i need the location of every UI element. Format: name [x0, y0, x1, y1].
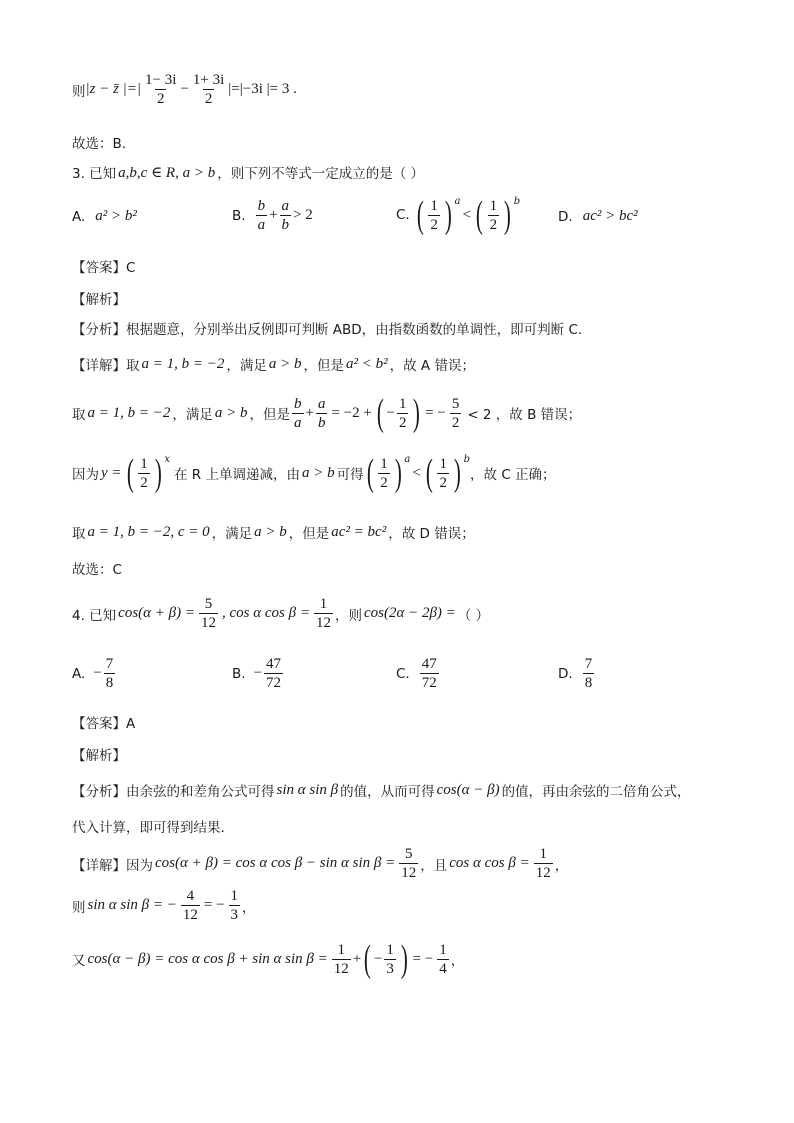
analysis-summary-cont: 代入计算，即可得到结果. — [72, 820, 225, 836]
den: 2 — [204, 91, 213, 107]
math: a² < b² — [346, 355, 388, 372]
math: + — [269, 207, 278, 223]
text: 因为 — [72, 467, 99, 483]
answer-tag: 【答案】A — [72, 716, 136, 732]
math: a² > b² — [95, 208, 137, 224]
den: 12 — [535, 865, 551, 881]
math: cos(2α − 2β) = — [363, 605, 456, 621]
fraction — [488, 198, 500, 233]
math: a = 1, b = −2, c = 0 — [87, 523, 210, 540]
math: a,b,c ∈ R, a > b — [118, 164, 216, 181]
math: − — [180, 81, 189, 97]
num: 1 — [439, 455, 447, 472]
math: < — [462, 206, 471, 223]
exponent: b — [463, 454, 471, 465]
q4-option-b — [232, 656, 285, 691]
math: a > b — [268, 355, 302, 372]
text: ，故 A 错误； — [389, 358, 475, 374]
num: b — [257, 198, 266, 214]
math: y = — [101, 464, 122, 481]
fraction — [104, 656, 116, 691]
den: 2 — [430, 216, 438, 233]
math: = − — [412, 950, 434, 967]
text: 【分析】由余弦的和差角公式可得 — [72, 784, 275, 800]
option-label: A. — [72, 208, 86, 225]
den: a — [294, 414, 302, 431]
fraction — [397, 396, 409, 431]
math: < — [412, 464, 421, 481]
detail-4-line-a — [72, 846, 568, 881]
den: 3 — [386, 960, 394, 977]
answer-choice-line: 故选：B. — [72, 136, 127, 152]
den: 12 — [201, 615, 216, 631]
math: , cos α cos β = — [222, 605, 310, 621]
num: 1 — [140, 455, 148, 472]
text: ， — [242, 899, 256, 916]
fraction — [332, 942, 351, 977]
exponent: a — [454, 196, 461, 207]
math: a > b — [214, 404, 248, 421]
text: 的值，从而可得 — [340, 784, 435, 800]
fraction — [316, 396, 328, 431]
num: 7 — [105, 656, 114, 672]
answer-tag: 【答案】C — [72, 260, 136, 276]
paren: ) — [503, 194, 511, 236]
den: b — [281, 217, 290, 233]
analysis-summary — [72, 780, 691, 800]
den: 8 — [584, 675, 593, 691]
math: sin α sin β — [276, 781, 339, 798]
minus: − — [386, 404, 395, 421]
fraction — [264, 656, 283, 691]
question-4 — [72, 596, 489, 631]
math: − — [253, 665, 263, 681]
math: a = 1, b = −2 — [87, 404, 171, 421]
paren: ) — [400, 938, 408, 980]
text: ， — [450, 953, 465, 969]
text: 【详解】取 — [72, 358, 140, 374]
paren: ) — [444, 194, 452, 236]
den: 2 — [140, 474, 148, 491]
den: 2 — [451, 414, 460, 431]
num: 4 — [186, 888, 195, 904]
text: ，满足 — [226, 358, 267, 374]
option-label: D. — [558, 665, 573, 682]
den: 12 — [182, 907, 198, 923]
den: 4 — [439, 960, 447, 977]
fraction — [292, 396, 304, 431]
text: 则 — [72, 83, 86, 100]
detail-line-b — [72, 394, 581, 432]
detail-line-c — [72, 454, 556, 492]
math: cos α cos β = — [449, 855, 530, 871]
fraction — [199, 596, 218, 631]
text: 【详解】因为 — [72, 857, 153, 874]
num: 1 — [319, 596, 328, 612]
math: = −2 + — [331, 404, 372, 421]
math: cos(α − β) = cos α cos β + sin α sin β = — [87, 950, 328, 967]
analysis-tag: 【解析】 — [72, 292, 126, 308]
text: ，满足 — [211, 526, 253, 542]
math: a > b — [254, 523, 287, 540]
fraction — [378, 456, 390, 491]
q4-option-d — [558, 656, 596, 691]
q3-option-d — [558, 208, 638, 225]
text: 可得 — [336, 467, 364, 483]
paren: ( — [376, 392, 384, 434]
den: 12 — [333, 960, 349, 977]
fraction — [138, 456, 150, 491]
text: 取 — [72, 526, 86, 542]
math: + — [305, 404, 314, 421]
detail-line-a — [72, 354, 475, 374]
option-label: D. — [558, 208, 573, 225]
num: 1 — [337, 941, 346, 958]
math: ac² > bc² — [582, 208, 638, 224]
num: 47 — [421, 656, 437, 672]
num: 5 — [405, 846, 413, 862]
num: 47 — [266, 656, 282, 672]
text: ，但是 — [288, 526, 330, 542]
fraction — [191, 72, 226, 107]
num: 1+ 3i — [192, 72, 225, 88]
math: − — [93, 665, 102, 681]
q3-option-c — [396, 196, 520, 234]
den: 2 — [398, 414, 407, 431]
text: ，且 — [420, 857, 448, 874]
math: > 2 — [293, 207, 313, 223]
fraction — [280, 198, 292, 233]
num: 1 — [230, 888, 239, 904]
paren: ( — [366, 452, 374, 494]
fraction — [450, 396, 462, 431]
paren: ( — [425, 452, 433, 494]
text: ，则下列不等式一定成立的是（ ） — [217, 166, 425, 182]
exponent: a — [404, 454, 411, 465]
num: 7 — [584, 656, 593, 672]
math: cos(α − β) — [436, 781, 500, 798]
math: ac² = bc² — [331, 523, 387, 540]
minus: − — [373, 950, 383, 967]
paren: ( — [475, 194, 483, 236]
den: 2 — [489, 216, 498, 233]
math: |z − z̄ |=| — [85, 81, 142, 97]
text: ，故 D 错误； — [388, 526, 475, 542]
detail-4-line-c — [72, 940, 464, 978]
q4-option-a — [72, 656, 117, 691]
fraction — [143, 72, 178, 107]
num: 5 — [451, 395, 460, 412]
text: ，但是 — [249, 407, 290, 423]
den: 8 — [105, 675, 114, 691]
fraction — [256, 198, 268, 233]
paren: ( — [126, 452, 134, 494]
num: 5 — [204, 596, 213, 612]
text: ，则 — [334, 607, 362, 624]
paren: ( — [416, 194, 424, 236]
math: cos(α + β) = cos α cos β − sin α sin β = — [155, 855, 396, 871]
text: 又 — [72, 953, 86, 969]
num: a — [317, 395, 326, 412]
fraction — [428, 198, 440, 233]
math: sin α sin β = − — [87, 897, 177, 913]
analysis-tag: 【解析】 — [72, 748, 126, 764]
paren: ( — [364, 938, 372, 980]
den: 2 — [156, 91, 165, 107]
den: 12 — [315, 615, 331, 631]
option-label: C. — [396, 207, 410, 223]
fraction — [534, 846, 553, 881]
q4-option-c — [396, 656, 441, 691]
den: 12 — [401, 865, 417, 881]
fraction — [384, 942, 396, 977]
option-label: B. — [232, 665, 246, 682]
option-label: C. — [396, 665, 410, 682]
text: 在 R 上单调递减，由 — [173, 467, 300, 483]
den: 3 — [230, 907, 239, 923]
paren: ) — [154, 452, 162, 494]
q3-option-b — [232, 198, 313, 233]
text: ，故 C 正确； — [470, 467, 556, 483]
num: b — [294, 395, 302, 412]
math: = − — [425, 404, 446, 421]
den: 72 — [421, 675, 437, 691]
text: ， — [554, 857, 569, 874]
exponent: x — [164, 454, 170, 465]
text: 4. 已知 — [72, 607, 117, 624]
text: < 2 ，故 B 错误； — [467, 407, 582, 423]
fraction — [437, 456, 449, 491]
q3-option-a — [72, 208, 137, 225]
question-3 — [72, 162, 424, 182]
math: = − — [203, 897, 225, 913]
text: 的值，再由余弦的二倍角公式， — [501, 784, 691, 800]
line-abs-value — [72, 72, 297, 107]
text: 3. 已知 — [72, 166, 117, 182]
num: 1 — [489, 197, 498, 214]
analysis-summary: 【分析】根据题意，分别举出反例即可判断 ABD，由指数函数的单调性，即可判断 C. — [72, 322, 583, 338]
math: |=|−3i |= 3 . — [228, 81, 297, 97]
text: ，满足 — [172, 407, 213, 423]
num: 1 — [398, 395, 407, 412]
num: 1 — [430, 197, 438, 214]
math: a = 1, b = −2 — [141, 355, 225, 372]
math: cos(α + β) = — [118, 605, 195, 621]
detail-4-line-b — [72, 888, 256, 923]
num: 1 — [539, 846, 547, 862]
text: 则 — [72, 899, 86, 916]
math: + — [352, 950, 362, 967]
detail-line-d — [72, 522, 475, 542]
num: 1 — [439, 941, 447, 958]
paren: ) — [394, 452, 402, 494]
exponent: b — [513, 196, 521, 207]
num: 1 — [380, 455, 388, 472]
text: 取 — [72, 407, 86, 423]
fraction — [229, 888, 241, 923]
option-label: B. — [232, 207, 246, 224]
answer-choice-line: 故选：C — [72, 562, 122, 578]
paren: ) — [413, 392, 421, 434]
math: a > b — [301, 464, 335, 481]
fraction — [399, 846, 418, 881]
paren: ) — [453, 452, 461, 494]
fraction — [437, 942, 449, 977]
text: （ ） — [457, 607, 490, 624]
num: a — [281, 198, 290, 214]
fraction — [420, 656, 439, 691]
fraction — [583, 656, 595, 691]
den: b — [317, 414, 326, 431]
den: 2 — [380, 474, 388, 491]
den: 72 — [266, 675, 282, 691]
fraction — [314, 596, 333, 631]
option-label: A. — [72, 665, 86, 682]
den: 2 — [439, 474, 447, 491]
den: a — [257, 217, 266, 233]
num: 1− 3i — [145, 72, 177, 88]
num: 1 — [386, 941, 394, 958]
text: ，但是 — [303, 358, 344, 374]
fraction — [181, 888, 200, 923]
